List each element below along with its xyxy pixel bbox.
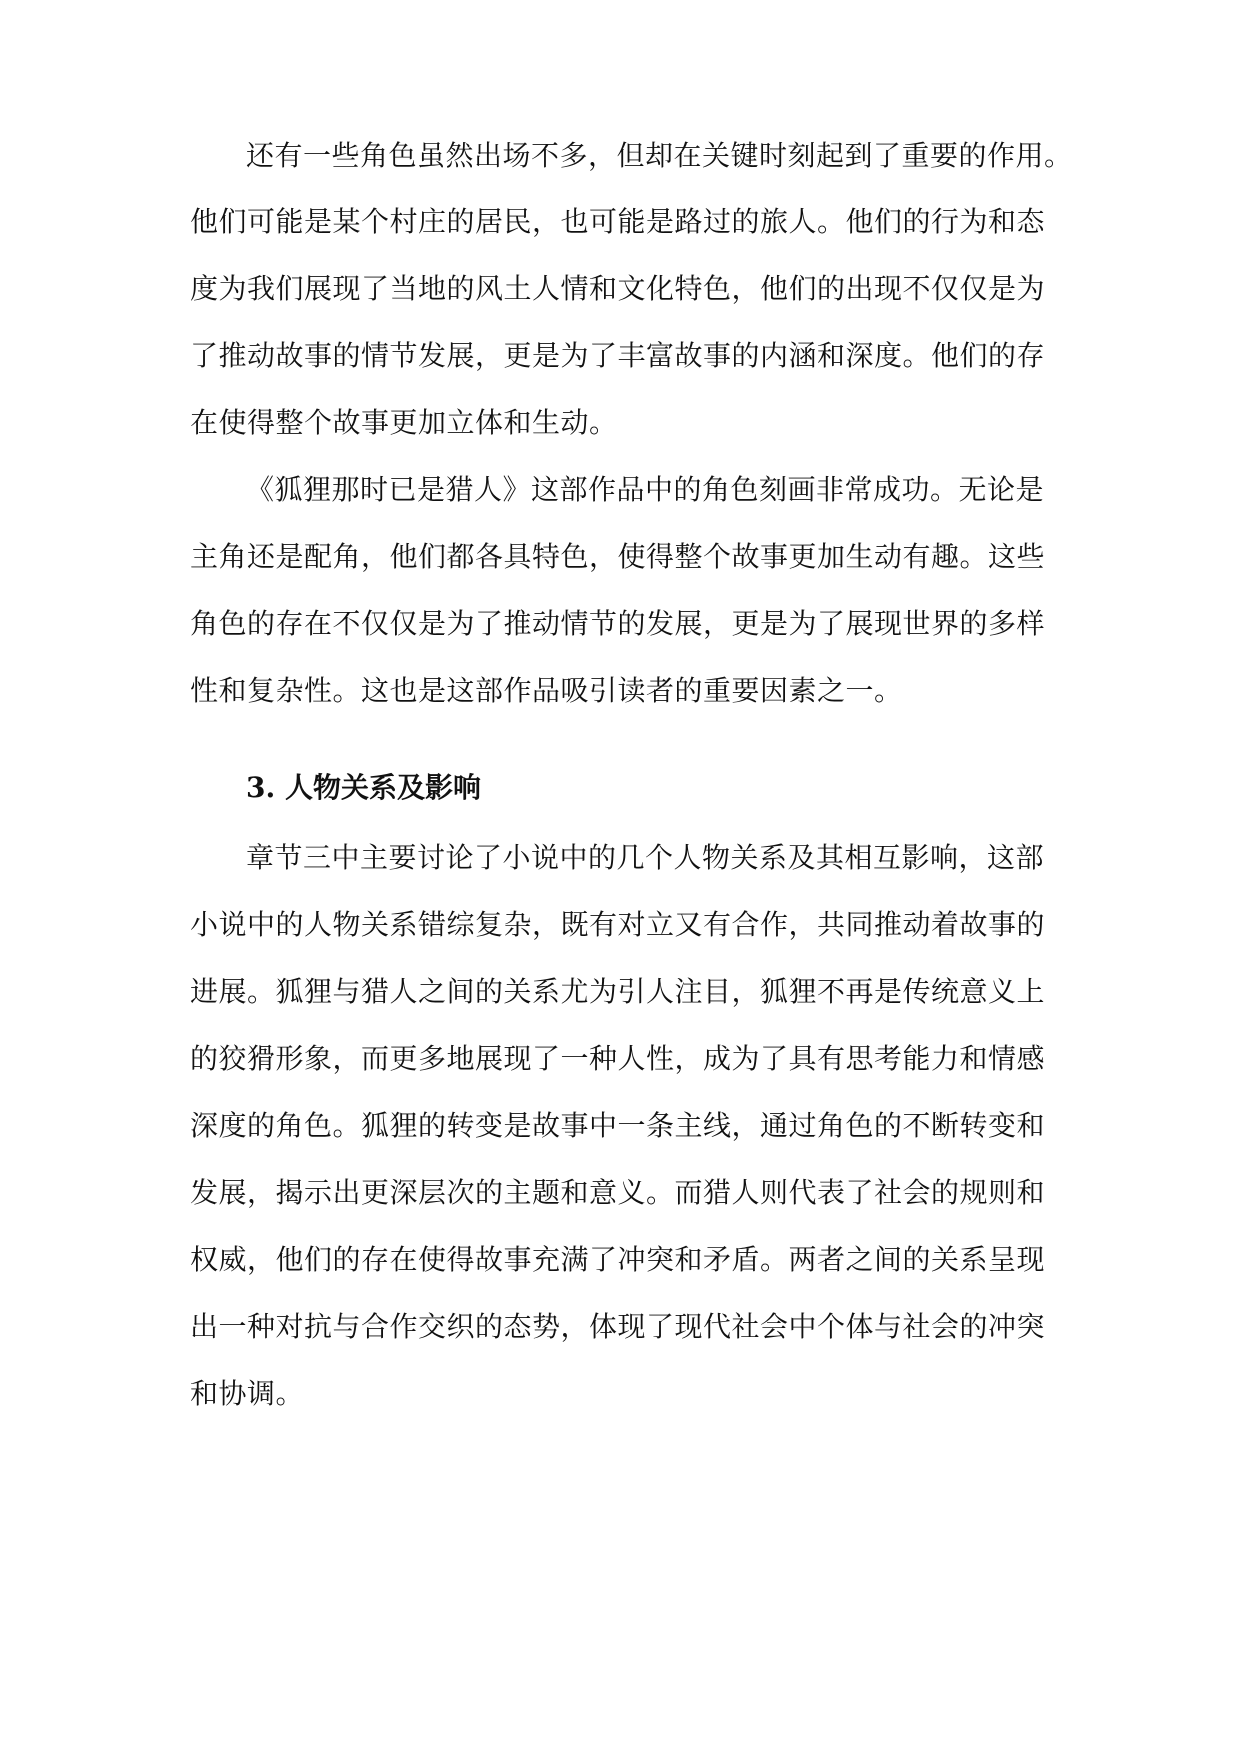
paragraph-line: 权威，他们的存在使得故事充满了冲突和矛盾。两者之间的关系呈现	[190, 1243, 1046, 1276]
paragraph-line: 主角还是配角，他们都各具特色，使得整个故事更加生动有趣。这些	[190, 540, 1046, 573]
paragraph-line: 的狡猾形象，而更多地展现了一种人性，成为了具有思考能力和情感	[190, 1042, 1046, 1075]
paragraph-line: 他们可能是某个村庄的居民，也可能是路过的旅人。他们的行为和态	[190, 205, 1046, 238]
paragraph-line: 性和复杂性。这也是这部作品吸引读者的重要因素之一。	[190, 674, 903, 707]
paragraph-line: 度为我们展现了当地的风土人情和文化特色，他们的出现不仅仅是为	[190, 272, 1046, 305]
paragraph-line: 进展。狐狸与猎人之间的关系尤为引人注目，狐狸不再是传统意义上	[190, 975, 1046, 1008]
section-heading: 3. 人物关系及影响	[246, 771, 481, 804]
paragraph-line: 和协调。	[190, 1377, 305, 1410]
paragraph-line: 章节三中主要讨论了小说中的几个人物关系及其相互影响，这部	[246, 841, 1045, 874]
paragraph-line: 在使得整个故事更加立体和生动。	[190, 406, 618, 439]
paragraph-line: 出一种对抗与合作交织的态势，体现了现代社会中个体与社会的冲突	[190, 1310, 1046, 1343]
paragraph-line: 深度的角色。狐狸的转变是故事中一条主线，通过角色的不断转变和	[190, 1109, 1046, 1142]
paragraph-line: 了推动故事的情节发展，更是为了丰富故事的内涵和深度。他们的存	[190, 339, 1046, 372]
paragraph-line: 《狐狸那时已是猎人》这部作品中的角色刻画非常成功。无论是	[246, 473, 1045, 506]
paragraph-line: 发展，揭示出更深层次的主题和意义。而猎人则代表了社会的规则和	[190, 1176, 1046, 1209]
paragraph-line: 小说中的人物关系错综复杂，既有对立又有合作，共同推动着故事的	[190, 908, 1046, 941]
paragraph-line: 角色的存在不仅仅是为了推动情节的发展，更是为了展现世界的多样	[190, 607, 1046, 640]
paragraph-line: 还有一些角色虽然出场不多，但却在关键时刻起到了重要的作用。	[246, 139, 1073, 172]
